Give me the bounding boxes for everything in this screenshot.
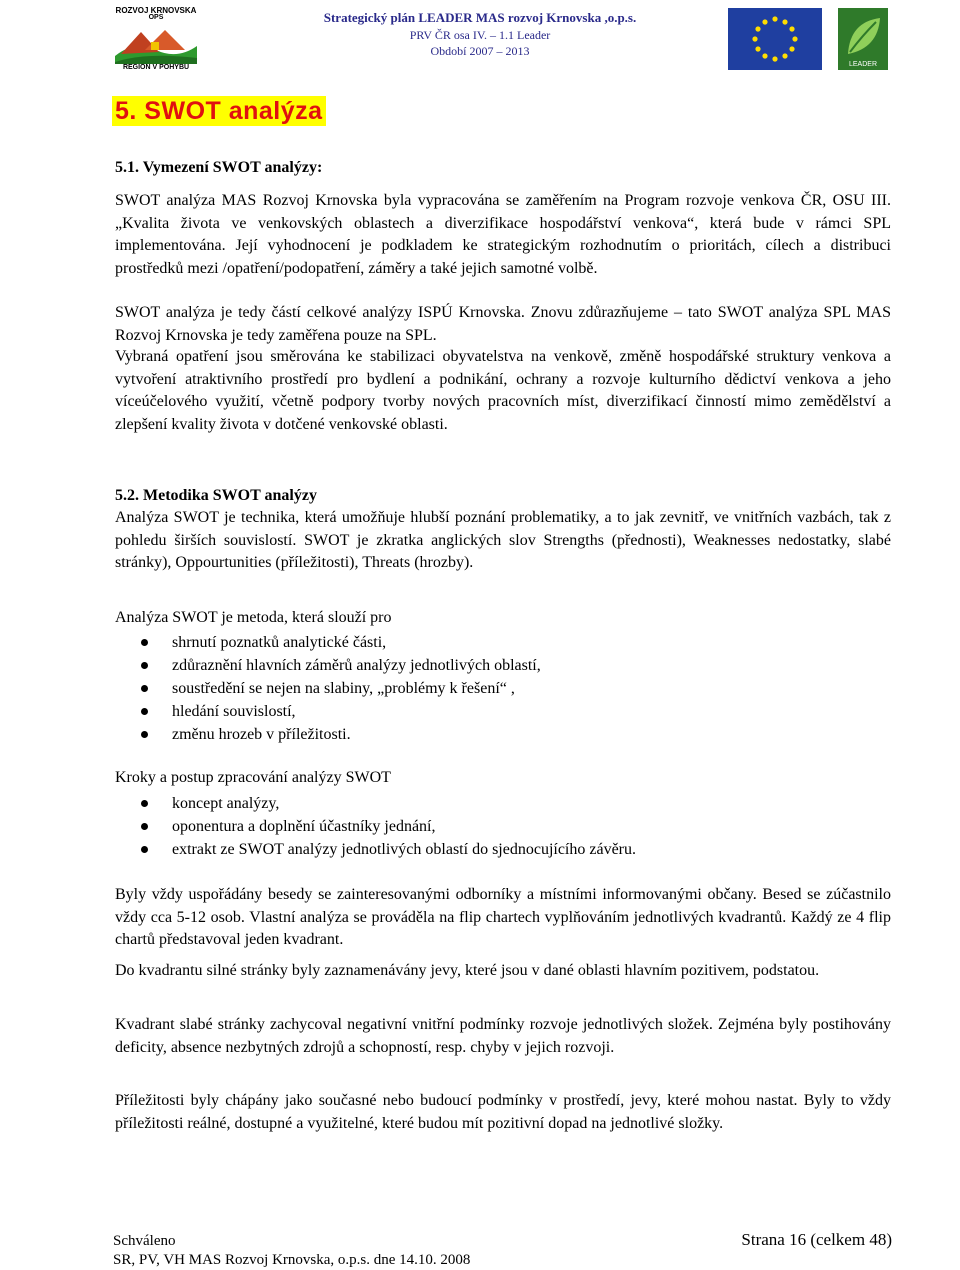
- document-header-period: Období 2007 – 2013: [430, 44, 530, 58]
- leader-logo: [838, 8, 888, 70]
- list-item: soustředění se nejen na slabiny, „problémy k řešení“ ,: [115, 677, 541, 700]
- paragraph-weaknesses: Kvadrant slabé stránky zachycoval negativní vnitřní podmínky rozvoje jednotlivých složek. Zejména byly postihovány deficity, absence nezbytných zdrojů a schopností, resp. chyby v jejich rozvoji.: [115, 1016, 891, 1056]
- list-item: zdůraznění hlavních záměrů analýzy jednotlivých oblastí,: [115, 654, 541, 677]
- section-title: 5. SWOT analýza: [112, 96, 326, 126]
- document-header-title: Strategický plán LEADER MAS rozvoj Krnovska ,o.p.s.: [323, 10, 637, 25]
- logo-text-bottom: REGION V POHYBU: [122, 64, 190, 71]
- list-item: hledání souvislostí,: [115, 700, 541, 723]
- steps-list: [115, 792, 636, 861]
- paragraph-swot-scope: SWOT analýza MAS Rozvoj Krnovska byla vypracována se zaměřením na Program rozvoje venkova ČR, OSU III. „Kvalita života ve venkovských oblastech a diverzifikace hospodářství venkova“, která bude v rámci SPL implementována. Její vyhodnocení je podkladem ke strategickým rozhodnutím o prioritách, cílech a distribuci prostředků mezi /opatření/podopatření, záměry a také jejich samotné volbě.: [115, 192, 891, 277]
- footer-approved: Schváleno: [113, 1233, 176, 1249]
- logo-text-ops: OPS: [148, 14, 164, 21]
- section-heading-5-2: 5.2. Metodika SWOT analýzy: [115, 487, 317, 504]
- section-heading-5-1: 5.1. Vymezení SWOT analýzy:: [115, 159, 323, 176]
- footer-approved-by: SR, PV, VH MAS Rozvoj Krnovska, o.p.s. dne 14.10. 2008: [113, 1252, 471, 1268]
- document-header-subtitle: PRV ČR osa IV. – 1.1 Leader: [409, 28, 551, 42]
- list-item: extrakt ze SWOT analýzy jednotlivých oblastí do sjednocujícího závěru.: [115, 838, 636, 861]
- paragraph-swot-technique: Analýza SWOT je technika, která umožňuje hlubší poznání problematiky, a to jak zevnitř, ve vnitřních vazbách, tak z pohledu širších souvislostí. SWOT je zkratka anglických slov Strengths (přednosti), Weaknesses nedostatky, slabé stránky), Oppourtunities (příležitosti), Threats (hrozby).: [115, 509, 891, 571]
- list-item: koncept analýzy,: [115, 792, 636, 815]
- paragraph-swot-part: SWOT analýza je tedy částí celkové analýzy ISPÚ Krnovska. Znovu zdůrazňujeme – tato SWOT analýza SPL MAS Rozvoj Krnovska je tedy zaměřena pouze na SPL.: [115, 304, 891, 344]
- list-title-purpose: Analýza SWOT je metoda, která slouží pro: [115, 609, 392, 626]
- paragraph-selected-measures: Vybraná opatření jsou směrována ke stabilizaci obyvatelstva na venkově, změně hospodářské struktury venkova a vytvoření atraktivního prostředí pro bydlení a podnikání, ochrany a rozvoje kulturního dědictví venkova a jeho víceúčelového využití, včetně podpory tvorby nových pracovních míst, diverzifikací činností mimo zemědělství a zlepšení kvality života v dotčené venkovské oblasti.: [115, 348, 891, 433]
- list-item: shrnutí poznatků analytické části,: [115, 631, 541, 654]
- landscape-icon: [115, 22, 197, 64]
- paragraph-strengths: Do kvadrantu silné stránky byly zaznamenávány jevy, které jsou v dané oblasti hlavním pozitivem, podstatou.: [115, 962, 820, 979]
- leader-leaf-icon: [838, 8, 888, 70]
- svg-text:LEADER: LEADER: [848, 61, 878, 68]
- list-item: oponentura a doplnění účastníky jednání,: [115, 815, 636, 838]
- purpose-list: [115, 631, 541, 746]
- paragraph-sessions: Byly vždy uspořádány besedy se zainteresovanými odborníky a místními informovanými občany. Besed se zúčastnilo vždy cca 5-12 osob. Vlastní analýza se prováděla na flip chartech vyplňováním jednotlivých kvadrantů. Každý ze 4 flip chartů představoval jeden kvadrant.: [115, 886, 891, 948]
- page-number: Strana 16 (celkem 48): [741, 1230, 892, 1249]
- mas-logo: [115, 6, 197, 72]
- list-title-steps: Kroky a postup zpracování analýzy SWOT: [115, 769, 391, 786]
- eu-flag-icon: [728, 8, 822, 70]
- logo-text-top: ROZVOJ KRNOVSKA: [115, 6, 197, 15]
- list-item: změnu hrozeb v příležitosti.: [115, 723, 541, 746]
- paragraph-opportunities: Příležitosti byly chápány jako současné nebo budoucí podmínky v prostředí, jevy, které mohou nastat. Byly to vždy příležitosti reálné, dostupné a využitelné, které budou mít pozitivní dopad na jednotlivé složky.: [115, 1092, 891, 1132]
